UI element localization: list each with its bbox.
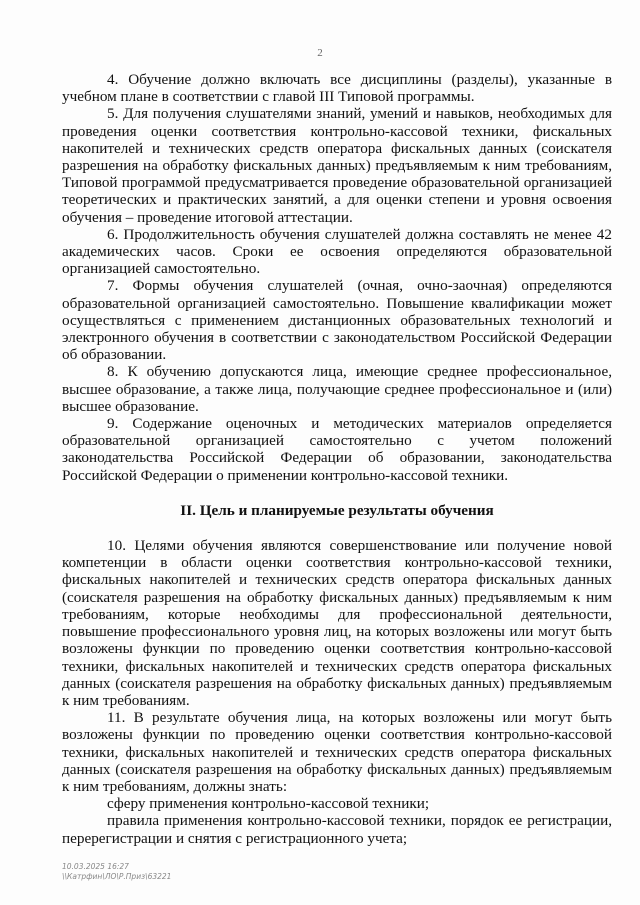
paragraph-9: 9. Содержание оценочных и методических материалов определяется образовательной организацией самостоятельно с учетом положений законодательства Российской Федерации об образовании, законодательства Российской Федерации о применении контрольно-кассовой техники. [62, 415, 612, 484]
paragraph-11: 11. В результате обучения лица, на которых возложены или могут быть возложены функции по проведению оценки соответствия контрольно-кассовой техники, фискальных накопителей и технических средств оператора фискальных данных (соискателя разрешения на обработку фискальных данных) предъявляемым к ним требованиям, должны знать: [62, 709, 612, 795]
paragraph-8: 8. К обучению допускаются лица, имеющие среднее профессиональное, высшее образование, а также лица, получающие среднее профессиональное и (или) высшее образование. [62, 363, 612, 415]
document-body [62, 71, 612, 847]
page-number: 2 [317, 47, 323, 59]
list-item: сферу применения контрольно-кассовой техники; [107, 795, 430, 813]
paragraph-5: 5. Для получения слушателями знаний, умений и навыков, необходимых для проведения оценки соответствия контрольно-кассовой техники, фискальных накопителей и технических средств оператора фискальных данных (соискателя разрешения на обработку фискальных данных) предъявляемым к ним требованиям, Типовой программой предусматривается проведение образовательной организацией теоретических и практических занятий, а для оценки степени и уровня освоения обучения – проведение итоговой аттестации. [62, 105, 612, 226]
footer-timestamp: 10.03.2025 16:27 [62, 862, 129, 871]
paragraph-7: 7. Формы обучения слушателей (очная, очно-заочная) определяются образовательной организацией самостоятельно. Повышение квалификации может осуществляться с применением дистанционных образовательных технологий и электронного обучения в соответствии с законодательством Российской Федерации об образовании. [62, 277, 612, 364]
paragraph-4: 4. Обучение должно включать все дисциплины (разделы), указанные в учебном плане в соответствии с главой III Типовой программы. [62, 71, 612, 106]
footer-stamp [62, 862, 171, 882]
paragraph-10: 10. Целями обучения являются совершенствование или получение новой компетенции в области оценки соответствия контрольно-кассовой техники, фискальных накопителей и технических средств оператора фискальных данных (соискателя разрешения на обработку фискальных данных) предъявляемым к ним требованиям, которые необходимы для профессиональной деятельности, повышение профессионального уровня лиц, на которых возложены или могут быть возложены функции по проведению оценки соответствия контрольно-кассовой техники, фискальных накопителей и технических средств оператора фискальных данных (соискателя разрешения на обработку фискальных данных) предъявляемым к ним требованиям. [62, 537, 612, 709]
list-item: правила применения контрольно-кассовой техники, порядок ее регистрации, перерегистрации и снятия с регистрационного учета; [62, 812, 612, 847]
paragraph-6: 6. Продолжительность обучения слушателей должна составлять не менее 42 академических часов. Сроки ее освоения определяются образовательной организацией самостоятельно. [62, 225, 612, 278]
footer-file-path: \\Катрфин\ЛО\Р.Приз\63221 [62, 872, 172, 881]
section-heading: II. Цель и планируемые результаты обучения [180, 501, 494, 519]
